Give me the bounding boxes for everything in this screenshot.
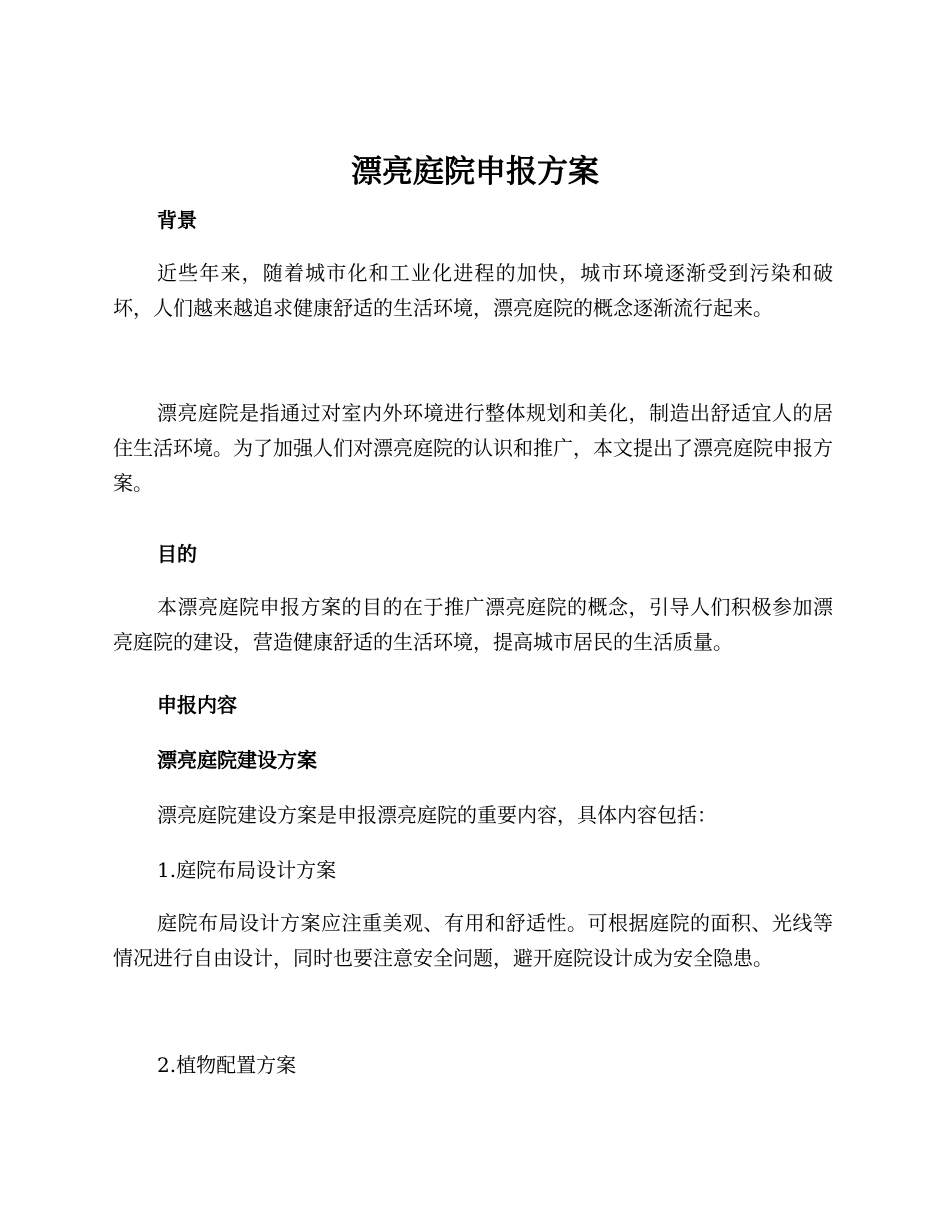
subsection-heading-plan: 漂亮庭院建设方案 <box>157 748 317 772</box>
list-item-2-title: 2.植物配置方案 <box>157 1053 297 1077</box>
list-item-1-title: 1.庭院布局设计方案 <box>157 858 337 882</box>
section-heading-purpose: 目的 <box>157 542 197 566</box>
section-heading-background: 背景 <box>157 208 197 232</box>
section-heading-content: 申报内容 <box>157 693 237 717</box>
paragraph-background-2: 漂亮庭院是指通过对室内外环境进行整体规划和美化，制造出舒适宜人的居住生活环境。为了加强人们对漂亮庭院的认识和推广，本文提出了漂亮庭院申报方案。 <box>113 401 833 495</box>
paragraph-purpose: 本漂亮庭院申报方案的目的在于推广漂亮庭院的概念，引导人们积极参加漂亮庭院的建设，营造健康舒适的生活环境，提高城市居民的生活质量。 <box>113 595 833 654</box>
list-item-1-text: 庭院布局设计方案应注重美观、有用和舒适性。可根据庭院的面积、光线等情况进行自由设计，同时也要注意安全问题，避开庭院设计成为安全隐患。 <box>113 911 833 970</box>
paragraph-background-1: 近些年来，随着城市化和工业化进程的加快，城市环境逐渐受到污染和破坏，人们越来越追求健康舒适的生活环境，漂亮庭院的概念逐渐流行起来。 <box>113 261 833 320</box>
document-title: 漂亮庭院申报方案 <box>351 154 599 190</box>
paragraph-plan-intro: 漂亮庭院建设方案是申报漂亮庭院的重要内容，具体内容包括： <box>157 803 717 827</box>
